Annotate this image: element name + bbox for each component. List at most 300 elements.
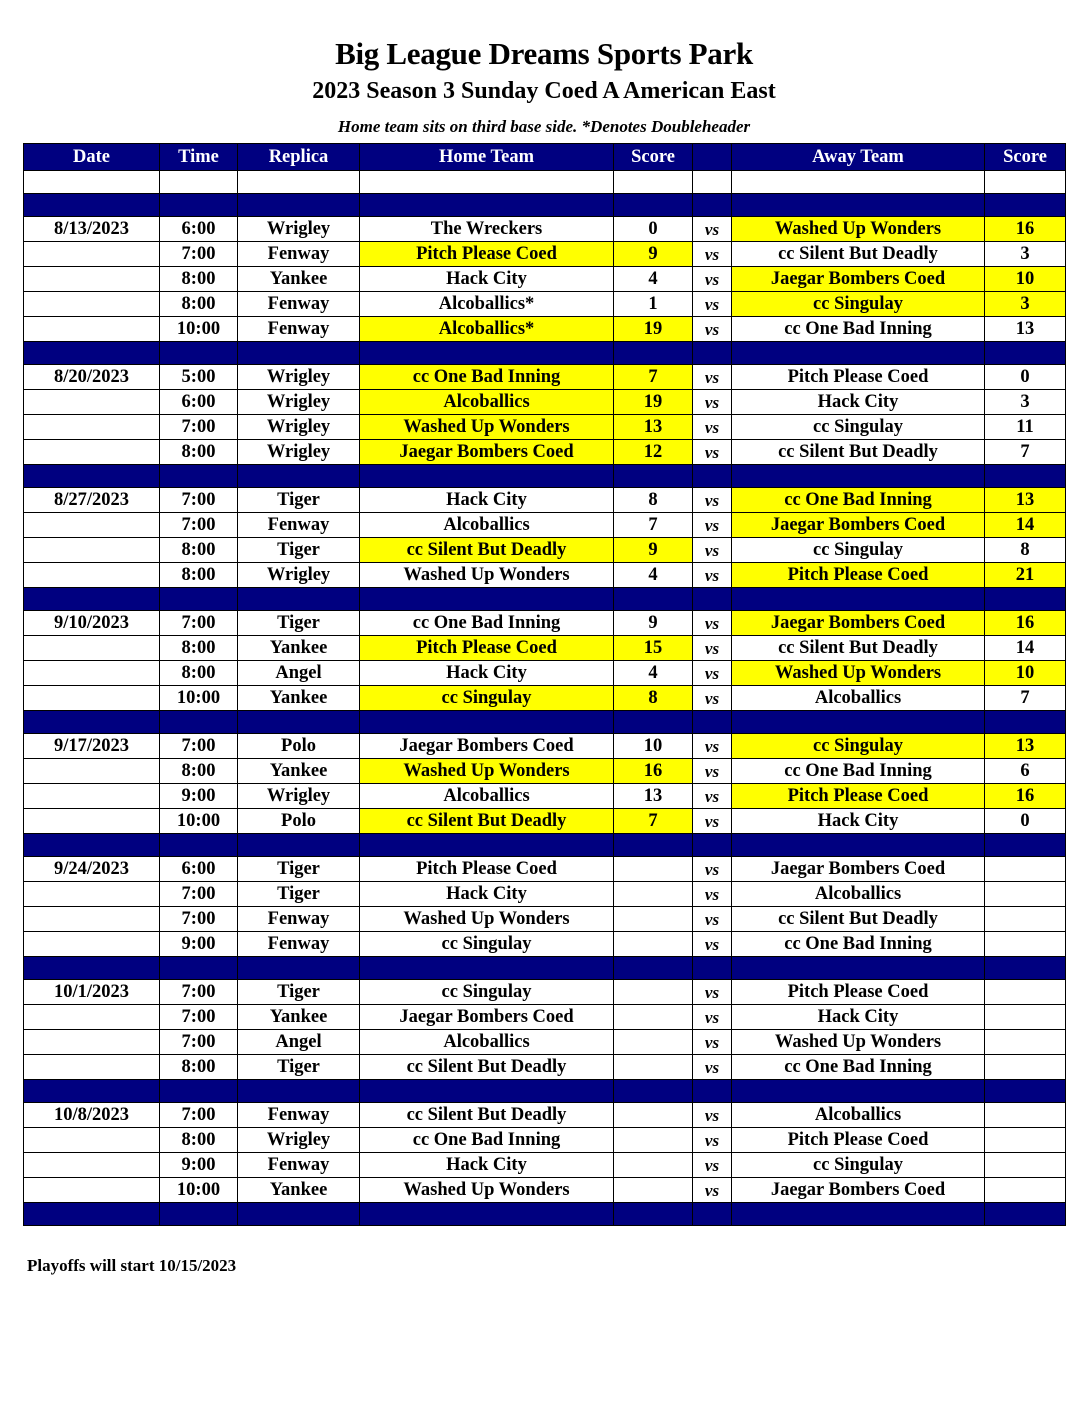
away-team-cell: cc Singulay xyxy=(732,1153,985,1178)
week-separator-cell xyxy=(732,1080,985,1103)
table-row xyxy=(24,882,1066,907)
time-cell: 5:00 xyxy=(160,365,238,390)
blank-row-cell xyxy=(360,171,614,194)
home-score-cell xyxy=(614,1128,693,1153)
col-header-home-team: Home Team xyxy=(360,144,614,171)
home-score-cell: 13 xyxy=(614,784,693,809)
week-separator-cell xyxy=(238,711,360,734)
schedule-body xyxy=(24,171,1066,1226)
replica-cell: Polo xyxy=(238,734,360,759)
week-separator-cell xyxy=(24,588,160,611)
date-cell xyxy=(24,538,160,563)
away-team-cell: Hack City xyxy=(732,809,985,834)
away-team-cell: Jaegar Bombers Coed xyxy=(732,1178,985,1203)
date-cell: 8/20/2023 xyxy=(24,365,160,390)
table-row xyxy=(24,415,1066,440)
week-separator-cell xyxy=(360,1080,614,1103)
time-cell: 10:00 xyxy=(160,317,238,342)
date-cell xyxy=(24,636,160,661)
vs-cell: vs xyxy=(693,513,732,538)
table-row xyxy=(24,1055,1066,1080)
home-team-cell: Hack City xyxy=(360,488,614,513)
time-cell: 7:00 xyxy=(160,488,238,513)
week-separator xyxy=(24,1203,1066,1226)
home-team-cell: cc Silent But Deadly xyxy=(360,1103,614,1128)
week-separator-cell xyxy=(614,194,693,217)
table-row xyxy=(24,809,1066,834)
away-team-cell: Washed Up Wonders xyxy=(732,1030,985,1055)
vs-cell: vs xyxy=(693,1153,732,1178)
date-cell xyxy=(24,661,160,686)
away-score-cell xyxy=(985,1030,1066,1055)
vs-cell: vs xyxy=(693,661,732,686)
week-separator-cell xyxy=(160,957,238,980)
time-cell: 7:00 xyxy=(160,882,238,907)
away-team-cell: Pitch Please Coed xyxy=(732,365,985,390)
time-cell: 8:00 xyxy=(160,538,238,563)
table-row xyxy=(24,784,1066,809)
week-separator-cell xyxy=(160,194,238,217)
away-score-cell xyxy=(985,1128,1066,1153)
week-separator-cell xyxy=(732,194,985,217)
time-cell: 8:00 xyxy=(160,661,238,686)
col-header-vs xyxy=(693,144,732,171)
week-separator-cell xyxy=(693,1080,732,1103)
week-separator xyxy=(24,834,1066,857)
week-separator-cell xyxy=(360,834,614,857)
table-row xyxy=(24,907,1066,932)
table-row xyxy=(24,1178,1066,1203)
home-team-cell: Jaegar Bombers Coed xyxy=(360,440,614,465)
home-team-cell: cc Singulay xyxy=(360,686,614,711)
week-separator-cell xyxy=(732,834,985,857)
time-cell: 9:00 xyxy=(160,784,238,809)
week-separator-cell xyxy=(985,465,1066,488)
home-team-cell: Washed Up Wonders xyxy=(360,563,614,588)
home-score-cell: 4 xyxy=(614,267,693,292)
week-separator-cell xyxy=(693,834,732,857)
replica-cell: Yankee xyxy=(238,267,360,292)
home-score-cell: 9 xyxy=(614,242,693,267)
home-team-cell: cc One Bad Inning xyxy=(360,1128,614,1153)
replica-cell: Tiger xyxy=(238,611,360,636)
replica-cell: Tiger xyxy=(238,538,360,563)
week-separator xyxy=(24,194,1066,217)
home-score-cell xyxy=(614,1178,693,1203)
table-row xyxy=(24,440,1066,465)
away-team-cell: Hack City xyxy=(732,390,985,415)
replica-cell: Tiger xyxy=(238,882,360,907)
home-team-cell: Hack City xyxy=(360,661,614,686)
vs-cell: vs xyxy=(693,563,732,588)
away-score-cell: 13 xyxy=(985,317,1066,342)
week-separator-cell xyxy=(614,465,693,488)
playoffs-note: Playoffs will start 10/15/2023 xyxy=(27,1256,237,1275)
table-row xyxy=(24,317,1066,342)
home-score-cell xyxy=(614,907,693,932)
away-score-cell: 3 xyxy=(985,292,1066,317)
away-score-cell: 3 xyxy=(985,242,1066,267)
week-separator-cell xyxy=(24,1080,160,1103)
home-score-cell: 19 xyxy=(614,390,693,415)
away-score-cell xyxy=(985,1153,1066,1178)
away-team-cell: Jaegar Bombers Coed xyxy=(732,611,985,636)
week-separator-cell xyxy=(24,342,160,365)
away-team-cell: cc Singulay xyxy=(732,734,985,759)
week-separator-cell xyxy=(614,711,693,734)
away-score-cell: 13 xyxy=(985,488,1066,513)
blank-row-cell xyxy=(160,171,238,194)
table-row xyxy=(24,734,1066,759)
replica-cell: Wrigley xyxy=(238,390,360,415)
time-cell: 8:00 xyxy=(160,1128,238,1153)
date-cell xyxy=(24,390,160,415)
week-separator-cell xyxy=(693,711,732,734)
replica-cell: Tiger xyxy=(238,1055,360,1080)
week-separator-cell xyxy=(985,1203,1066,1226)
table-row xyxy=(24,1128,1066,1153)
home-score-cell: 4 xyxy=(614,563,693,588)
home-score-cell: 7 xyxy=(614,513,693,538)
page-subtitle: 2023 Season 3 Sunday Coed A American East xyxy=(312,78,776,104)
date-cell xyxy=(24,267,160,292)
vs-cell: vs xyxy=(693,267,732,292)
home-score-cell: 13 xyxy=(614,415,693,440)
week-separator-cell xyxy=(24,194,160,217)
away-team-cell: Jaegar Bombers Coed xyxy=(732,267,985,292)
table-row xyxy=(24,513,1066,538)
table-row xyxy=(24,686,1066,711)
date-cell xyxy=(24,882,160,907)
replica-cell: Yankee xyxy=(238,636,360,661)
away-score-cell: 8 xyxy=(985,538,1066,563)
away-score-cell: 16 xyxy=(985,217,1066,242)
time-cell: 8:00 xyxy=(160,440,238,465)
vs-cell: vs xyxy=(693,611,732,636)
blank-row-cell xyxy=(732,171,985,194)
home-score-cell: 8 xyxy=(614,488,693,513)
away-score-cell xyxy=(985,907,1066,932)
home-team-cell: Hack City xyxy=(360,267,614,292)
home-score-cell: 9 xyxy=(614,538,693,563)
away-score-cell xyxy=(985,1178,1066,1203)
away-score-cell: 7 xyxy=(985,686,1066,711)
home-score-cell xyxy=(614,980,693,1005)
table-row xyxy=(24,242,1066,267)
week-separator-cell xyxy=(614,834,693,857)
week-separator-cell xyxy=(160,465,238,488)
week-separator-cell xyxy=(732,957,985,980)
week-separator-cell xyxy=(360,465,614,488)
table-row xyxy=(24,267,1066,292)
date-cell xyxy=(24,1005,160,1030)
away-score-cell: 16 xyxy=(985,784,1066,809)
home-team-cell: Alcoballics xyxy=(360,390,614,415)
time-cell: 7:00 xyxy=(160,611,238,636)
table-row xyxy=(24,563,1066,588)
date-cell: 9/10/2023 xyxy=(24,611,160,636)
table-row xyxy=(24,365,1066,390)
away-team-cell: cc One Bad Inning xyxy=(732,932,985,957)
away-team-cell: cc Silent But Deadly xyxy=(732,907,985,932)
blank-row xyxy=(24,171,1066,194)
schedule-table xyxy=(23,143,1066,1226)
away-score-cell: 14 xyxy=(985,513,1066,538)
week-separator-cell xyxy=(160,588,238,611)
away-team-cell: cc Silent But Deadly xyxy=(732,440,985,465)
away-score-cell: 13 xyxy=(985,734,1066,759)
week-separator-cell xyxy=(24,711,160,734)
table-row xyxy=(24,1030,1066,1055)
time-cell: 7:00 xyxy=(160,980,238,1005)
away-score-cell: 11 xyxy=(985,415,1066,440)
away-score-cell: 6 xyxy=(985,759,1066,784)
time-cell: 7:00 xyxy=(160,734,238,759)
date-cell xyxy=(24,317,160,342)
home-team-cell: Washed Up Wonders xyxy=(360,907,614,932)
home-score-cell xyxy=(614,1153,693,1178)
away-team-cell: cc Silent But Deadly xyxy=(732,242,985,267)
col-header-away-score: Score xyxy=(985,144,1066,171)
week-separator-cell xyxy=(614,1080,693,1103)
time-cell: 7:00 xyxy=(160,1103,238,1128)
vs-cell: vs xyxy=(693,1178,732,1203)
replica-cell: Tiger xyxy=(238,980,360,1005)
replica-cell: Fenway xyxy=(238,242,360,267)
home-team-cell: cc One Bad Inning xyxy=(360,611,614,636)
col-header-home-score: Score xyxy=(614,144,693,171)
home-team-cell: cc Singulay xyxy=(360,932,614,957)
replica-cell: Fenway xyxy=(238,907,360,932)
vs-cell: vs xyxy=(693,415,732,440)
away-team-cell: cc Singulay xyxy=(732,415,985,440)
time-cell: 8:00 xyxy=(160,267,238,292)
away-team-cell: Alcoballics xyxy=(732,686,985,711)
table-row xyxy=(24,857,1066,882)
away-score-cell xyxy=(985,932,1066,957)
home-team-cell: Alcoballics* xyxy=(360,292,614,317)
week-separator-cell xyxy=(693,194,732,217)
week-separator-cell xyxy=(160,1203,238,1226)
away-score-cell: 0 xyxy=(985,809,1066,834)
vs-cell: vs xyxy=(693,440,732,465)
home-score-cell xyxy=(614,1030,693,1055)
vs-cell: vs xyxy=(693,907,732,932)
vs-cell: vs xyxy=(693,292,732,317)
date-cell xyxy=(24,1178,160,1203)
home-score-cell: 0 xyxy=(614,217,693,242)
table-row xyxy=(24,661,1066,686)
home-score-cell xyxy=(614,882,693,907)
week-separator-cell xyxy=(985,194,1066,217)
time-cell: 7:00 xyxy=(160,513,238,538)
date-cell xyxy=(24,242,160,267)
week-separator-cell xyxy=(360,194,614,217)
date-cell xyxy=(24,784,160,809)
vs-cell: vs xyxy=(693,857,732,882)
away-team-cell: cc One Bad Inning xyxy=(732,317,985,342)
replica-cell: Angel xyxy=(238,1030,360,1055)
vs-cell: vs xyxy=(693,1005,732,1030)
week-separator-cell xyxy=(238,957,360,980)
week-separator-cell xyxy=(693,1203,732,1226)
date-cell xyxy=(24,759,160,784)
away-score-cell xyxy=(985,882,1066,907)
week-separator-cell xyxy=(24,834,160,857)
time-cell: 8:00 xyxy=(160,563,238,588)
vs-cell: vs xyxy=(693,242,732,267)
week-separator-cell xyxy=(238,194,360,217)
date-cell xyxy=(24,809,160,834)
week-separator-cell xyxy=(732,342,985,365)
col-header-date: Date xyxy=(24,144,160,171)
away-team-cell: Washed Up Wonders xyxy=(732,661,985,686)
replica-cell: Tiger xyxy=(238,857,360,882)
replica-cell: Yankee xyxy=(238,1005,360,1030)
replica-cell: Fenway xyxy=(238,513,360,538)
week-separator-cell xyxy=(985,834,1066,857)
vs-cell: vs xyxy=(693,365,732,390)
week-separator-cell xyxy=(693,342,732,365)
home-team-cell: cc Silent But Deadly xyxy=(360,538,614,563)
replica-cell: Fenway xyxy=(238,292,360,317)
vs-cell: vs xyxy=(693,538,732,563)
home-team-cell: Washed Up Wonders xyxy=(360,1178,614,1203)
table-row xyxy=(24,980,1066,1005)
away-score-cell xyxy=(985,1055,1066,1080)
table-row xyxy=(24,292,1066,317)
vs-cell: vs xyxy=(693,686,732,711)
date-cell xyxy=(24,1128,160,1153)
week-separator-cell xyxy=(614,588,693,611)
week-separator-cell xyxy=(693,465,732,488)
time-cell: 7:00 xyxy=(160,1005,238,1030)
time-cell: 7:00 xyxy=(160,1030,238,1055)
date-cell: 9/17/2023 xyxy=(24,734,160,759)
replica-cell: Fenway xyxy=(238,932,360,957)
time-cell: 7:00 xyxy=(160,242,238,267)
table-row xyxy=(24,1153,1066,1178)
away-score-cell: 10 xyxy=(985,267,1066,292)
home-team-cell: Hack City xyxy=(360,882,614,907)
away-score-cell xyxy=(985,1005,1066,1030)
home-score-cell: 16 xyxy=(614,759,693,784)
table-row xyxy=(24,390,1066,415)
home-score-cell: 12 xyxy=(614,440,693,465)
vs-cell: vs xyxy=(693,980,732,1005)
home-team-cell: Alcoballics xyxy=(360,1030,614,1055)
schedule-note: Home team sits on third base side. *Denotes Doubleheader xyxy=(337,117,751,136)
home-score-cell: 7 xyxy=(614,809,693,834)
vs-cell: vs xyxy=(693,734,732,759)
week-separator-cell xyxy=(732,711,985,734)
away-team-cell: Alcoballics xyxy=(732,882,985,907)
table-row xyxy=(24,1005,1066,1030)
page-title: Big League Dreams Sports Park xyxy=(335,36,753,71)
blank-row-cell xyxy=(985,171,1066,194)
time-cell: 6:00 xyxy=(160,857,238,882)
blank-row-cell xyxy=(24,171,160,194)
week-separator-cell xyxy=(360,588,614,611)
col-header-time: Time xyxy=(160,144,238,171)
home-score-cell: 4 xyxy=(614,661,693,686)
date-cell xyxy=(24,1153,160,1178)
week-separator-cell xyxy=(614,342,693,365)
home-score-cell: 19 xyxy=(614,317,693,342)
week-separator-cell xyxy=(693,588,732,611)
time-cell: 10:00 xyxy=(160,686,238,711)
away-team-cell: Jaegar Bombers Coed xyxy=(732,857,985,882)
home-team-cell: cc One Bad Inning xyxy=(360,365,614,390)
home-score-cell xyxy=(614,857,693,882)
replica-cell: Wrigley xyxy=(238,1128,360,1153)
week-separator-cell xyxy=(360,342,614,365)
date-cell: 8/27/2023 xyxy=(24,488,160,513)
vs-cell: vs xyxy=(693,759,732,784)
week-separator-cell xyxy=(238,465,360,488)
home-team-cell: Pitch Please Coed xyxy=(360,636,614,661)
table-row xyxy=(24,932,1066,957)
home-team-cell: Alcoballics xyxy=(360,784,614,809)
time-cell: 8:00 xyxy=(160,1055,238,1080)
table-header-row xyxy=(24,144,1066,171)
vs-cell: vs xyxy=(693,809,732,834)
home-team-cell: Jaegar Bombers Coed xyxy=(360,1005,614,1030)
week-separator-cell xyxy=(160,834,238,857)
replica-cell: Yankee xyxy=(238,686,360,711)
away-team-cell: Washed Up Wonders xyxy=(732,217,985,242)
week-separator xyxy=(24,342,1066,365)
week-separator-cell xyxy=(985,342,1066,365)
home-team-cell: cc Singulay xyxy=(360,980,614,1005)
replica-cell: Wrigley xyxy=(238,784,360,809)
vs-cell: vs xyxy=(693,1055,732,1080)
away-score-cell: 7 xyxy=(985,440,1066,465)
replica-cell: Wrigley xyxy=(238,563,360,588)
home-team-cell: Jaegar Bombers Coed xyxy=(360,734,614,759)
replica-cell: Fenway xyxy=(238,1153,360,1178)
table-row xyxy=(24,611,1066,636)
week-separator-cell xyxy=(238,834,360,857)
away-score-cell xyxy=(985,857,1066,882)
away-team-cell: cc One Bad Inning xyxy=(732,759,985,784)
table-row xyxy=(24,488,1066,513)
date-cell: 8/13/2023 xyxy=(24,217,160,242)
home-score-cell xyxy=(614,932,693,957)
time-cell: 9:00 xyxy=(160,1153,238,1178)
home-score-cell: 1 xyxy=(614,292,693,317)
vs-cell: vs xyxy=(693,488,732,513)
away-team-cell: cc One Bad Inning xyxy=(732,1055,985,1080)
week-separator xyxy=(24,957,1066,980)
week-separator-cell xyxy=(985,711,1066,734)
blank-row-cell xyxy=(614,171,693,194)
away-team-cell: Pitch Please Coed xyxy=(732,1128,985,1153)
table-row xyxy=(24,1103,1066,1128)
date-cell xyxy=(24,686,160,711)
time-cell: 8:00 xyxy=(160,636,238,661)
replica-cell: Wrigley xyxy=(238,440,360,465)
home-team-cell: cc Silent But Deadly xyxy=(360,1055,614,1080)
replica-cell: Wrigley xyxy=(238,217,360,242)
away-score-cell: 0 xyxy=(985,365,1066,390)
away-team-cell: Pitch Please Coed xyxy=(732,784,985,809)
away-team-cell: Alcoballics xyxy=(732,1103,985,1128)
date-cell xyxy=(24,1055,160,1080)
home-team-cell: Washed Up Wonders xyxy=(360,415,614,440)
away-team-cell: cc Singulay xyxy=(732,538,985,563)
away-score-cell: 21 xyxy=(985,563,1066,588)
